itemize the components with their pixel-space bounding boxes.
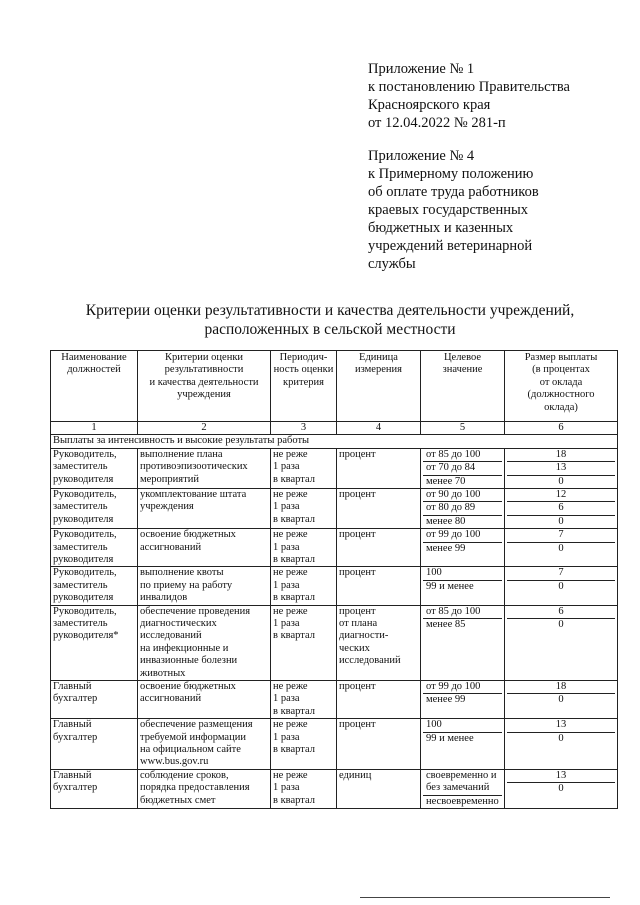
criterion-cell: [138, 681, 271, 719]
target-cell: [421, 605, 505, 680]
criterion-cell: [138, 488, 271, 528]
period-cell-line: в квартал: [273, 630, 315, 642]
appendix-1-header: [368, 60, 570, 132]
period-cell-line: 1 раза: [273, 618, 300, 629]
payment-cell-value: 13: [507, 462, 615, 475]
payment-cell-value: 0: [558, 694, 564, 706]
appendix-4-line: об оплате труда работников: [368, 184, 539, 200]
unit-cell: [337, 605, 421, 680]
appendix-1-line: к постановлению Правительства: [368, 79, 570, 95]
period-cell-line: в квартал: [273, 513, 315, 525]
criterion-cell-line: исследований: [140, 630, 202, 642]
payment-cell-value: 0: [558, 732, 564, 744]
header-line: критерия: [283, 376, 324, 388]
unit-cell: [337, 488, 421, 528]
document-title: [40, 301, 620, 339]
header-unit: [337, 351, 421, 422]
period-cell-line: 1 раза: [273, 731, 300, 743]
position-cell-line: руководителя: [53, 592, 114, 604]
position-cell-line: Руководитель,: [53, 488, 117, 500]
position-cell-line: бухгалтер: [53, 693, 98, 705]
unit-cell-line: ческих: [339, 642, 370, 654]
position-cell-line: Руководитель,: [53, 448, 117, 460]
unit-cell: [337, 567, 421, 605]
table-row: [51, 605, 618, 680]
section-title: Выплаты за интенсивность и высокие результаты работы: [51, 435, 618, 448]
period-cell: [271, 567, 337, 605]
appendix-4-line: службы: [368, 256, 416, 272]
payment-cell-value: 7: [507, 567, 615, 580]
position-cell: [51, 719, 138, 770]
target-cell-value: от 70 до 84: [423, 462, 502, 475]
table-row: [51, 681, 618, 719]
header-line: Размер выплаты: [524, 352, 598, 363]
header-line: и качества деятельности: [149, 376, 259, 388]
payment-cell-value: 6: [507, 606, 615, 619]
criterion-cell-line: по приему на работу: [140, 579, 233, 591]
appendix-4-header: [368, 147, 539, 273]
period-cell: [271, 488, 337, 528]
criterion-cell-line: диагностических: [140, 618, 217, 629]
appendix-4-line: Приложение № 4: [368, 148, 475, 164]
unit-cell-line: единиц: [339, 769, 372, 781]
criterion-cell-line: обеспечение проведения: [140, 605, 251, 617]
criterion-cell: [138, 719, 271, 770]
header-line: измерения: [355, 364, 402, 376]
payment-cell-value: 0: [558, 515, 564, 527]
header-criterion: [138, 351, 271, 422]
position-cell: [51, 529, 138, 567]
period-cell-line: не реже: [273, 567, 308, 579]
target-cell: [421, 719, 505, 770]
unit-cell-line: диагности-: [339, 630, 389, 642]
period-cell-line: в квартал: [273, 473, 315, 485]
criterion-cell-line: на официальном сайте: [140, 744, 241, 756]
unit-cell-line: процент: [339, 681, 376, 693]
header-line: Критерии оценки: [164, 352, 244, 363]
header-line: Целевое: [443, 352, 482, 363]
payment-cell-value: 13: [507, 719, 615, 732]
position-cell: [51, 448, 138, 488]
table-header-row: [51, 351, 618, 422]
header-line: (должностного: [527, 389, 595, 401]
criterion-cell-line: мероприятий: [140, 473, 199, 485]
period-cell-line: 1 раза: [273, 501, 300, 513]
payment-cell: [505, 769, 618, 808]
table-row: [51, 488, 618, 528]
unit-cell: [337, 448, 421, 488]
position-cell-line: Главный: [53, 719, 92, 731]
section-row: [51, 435, 618, 448]
appendix-1-line: Приложение № 1: [368, 61, 475, 77]
period-cell-line: 1 раза: [273, 579, 300, 591]
criterion-cell-line: www.bus.gov.ru: [140, 756, 209, 768]
criterion-cell-line: ассигнований: [140, 693, 202, 705]
header-period: [271, 351, 337, 422]
criterion-cell-line: учреждения: [140, 501, 194, 513]
period-cell: [271, 605, 337, 680]
period-cell-line: в квартал: [273, 705, 315, 717]
column-number: 6: [505, 422, 618, 435]
criterion-cell: [138, 605, 271, 680]
position-cell: [51, 681, 138, 719]
table-row: [51, 448, 618, 488]
target-cell: [421, 567, 505, 605]
target-cell-value: 100: [423, 567, 502, 580]
unit-cell: [337, 719, 421, 770]
target-cell: [421, 448, 505, 488]
payment-cell-value: 0: [558, 580, 564, 592]
position-cell-line: Руководитель,: [53, 567, 117, 579]
period-cell-line: не реже: [273, 605, 308, 617]
target-cell-value: от 90 до 100: [423, 489, 502, 502]
criterion-cell: [138, 529, 271, 567]
position-cell-line: заместитель: [53, 541, 108, 553]
unit-cell: [337, 681, 421, 719]
position-cell: [51, 769, 138, 808]
position-cell: [51, 488, 138, 528]
period-cell-line: в квартал: [273, 744, 315, 756]
payment-cell: [505, 488, 618, 528]
period-cell: [271, 719, 337, 770]
payment-cell-value: 6: [507, 502, 615, 515]
criterion-cell: [138, 567, 271, 605]
payment-cell-value: 18: [507, 449, 615, 462]
target-cell-value: менее 99: [426, 542, 466, 554]
table-row: [51, 719, 618, 770]
target-cell-value: менее 80: [426, 515, 466, 527]
header-position: [51, 351, 138, 422]
target-cell-value: 100: [423, 719, 502, 732]
target-cell-value: менее 70: [426, 475, 466, 487]
payment-cell: [505, 605, 618, 680]
criterion-cell-line: выполнение плана: [140, 448, 223, 460]
appendix-4-line: к Примерному положению: [368, 166, 534, 182]
column-number: 4: [337, 422, 421, 435]
period-cell-line: 1 раза: [273, 693, 300, 705]
position-cell-line: бухгалтер: [53, 731, 98, 743]
header-line: от оклада: [539, 376, 583, 388]
header-line: значение: [442, 364, 483, 376]
position-cell-line: руководителя: [53, 473, 114, 485]
target-cell: [421, 681, 505, 719]
period-cell-line: не реже: [273, 719, 308, 731]
payment-cell: [505, 529, 618, 567]
position-cell: [51, 567, 138, 605]
column-number: 5: [421, 422, 505, 435]
unit-cell-line: процент: [339, 719, 376, 731]
payment-cell: [505, 567, 618, 605]
target-cell-value: несвоевременно: [426, 795, 499, 807]
criterion-cell-line: на инфекционные и: [140, 642, 229, 654]
position-cell: [51, 605, 138, 680]
target-cell-value: от 99 до 100: [423, 681, 502, 694]
period-cell-line: не реже: [273, 769, 308, 781]
criterion-cell-line: противоэпизоотических: [140, 461, 248, 473]
period-cell-line: не реже: [273, 529, 308, 541]
header-line: должностей: [67, 364, 121, 376]
position-cell-line: руководителя: [53, 513, 114, 525]
header-line: Единица: [359, 352, 398, 363]
header-line: результативности: [164, 364, 244, 376]
target-cell: [421, 529, 505, 567]
title-line-2: расположенных в сельской местности: [204, 321, 456, 338]
criterion-cell-line: бюджетных смет: [140, 794, 216, 806]
period-cell-line: 1 раза: [273, 461, 300, 473]
column-number: 2: [138, 422, 271, 435]
target-cell-value: своевременно и без замечаний: [423, 770, 502, 796]
target-cell-value: от 85 до 100: [423, 606, 502, 619]
payment-cell-value: 13: [507, 770, 615, 783]
position-cell-line: Главный: [53, 769, 92, 781]
target-cell-value: 99 и менее: [426, 732, 474, 744]
target-cell-value: от 80 до 89: [423, 502, 502, 515]
period-cell-line: не реже: [273, 448, 308, 460]
footer-rule: [360, 897, 610, 898]
criterion-cell-line: ассигнований: [140, 541, 202, 553]
criterion-cell-line: требуемой информации: [140, 731, 246, 743]
payment-cell-value: 0: [558, 783, 564, 795]
criterion-cell-line: обеспечение размещения: [140, 719, 253, 731]
period-cell-line: в квартал: [273, 553, 315, 565]
unit-cell-line: процент: [339, 488, 376, 500]
criterion-cell-line: освоение бюджетных: [140, 529, 236, 541]
header-line: оклада): [544, 401, 578, 413]
unit-cell-line: исследований: [339, 655, 401, 667]
header-line: ность оценки: [273, 364, 334, 376]
column-number-row: [51, 422, 618, 435]
title-line-1: Критерии оценки результативности и качества деятельности учреждений,: [85, 302, 575, 319]
appendix-4-line: краевых государственных: [368, 202, 528, 218]
criterion-cell: [138, 769, 271, 808]
criterion-cell-line: выполнение квоты: [140, 567, 224, 579]
table-row: [51, 567, 618, 605]
payment-cell-value: 0: [558, 542, 564, 554]
column-number: 1: [51, 422, 138, 435]
criterion-cell-line: укомплектование штата: [140, 488, 247, 500]
position-cell-line: Руководитель,: [53, 605, 117, 617]
header-target: [421, 351, 505, 422]
period-cell-line: не реже: [273, 488, 308, 500]
target-cell-value: 99 и менее: [426, 580, 474, 592]
target-cell-value: от 99 до 100: [423, 529, 502, 542]
target-cell-value: менее 85: [426, 618, 466, 630]
appendix-4-line: учреждений ветеринарной: [368, 238, 533, 254]
criterion-cell-line: соблюдение сроков,: [140, 769, 229, 781]
position-cell-line: Руководитель,: [53, 529, 117, 541]
criterion-cell-line: порядка предоставления: [140, 782, 250, 794]
position-cell-line: заместитель: [53, 501, 108, 513]
position-cell-line: руководителя*: [53, 630, 119, 642]
period-cell: [271, 681, 337, 719]
column-number: 3: [271, 422, 337, 435]
appendix-1-line: Красноярского края: [368, 97, 491, 113]
position-cell-line: Главный: [53, 681, 92, 693]
payment-cell-value: 0: [558, 475, 564, 487]
unit-cell: [337, 769, 421, 808]
position-cell-line: заместитель: [53, 461, 108, 473]
payment-cell: [505, 719, 618, 770]
period-cell: [271, 529, 337, 567]
target-cell-value: менее 99: [426, 694, 466, 706]
header-line: (в процентах: [532, 364, 590, 376]
payment-cell-value: 18: [507, 681, 615, 694]
criterion-cell-line: животных: [140, 667, 186, 679]
period-cell-line: в квартал: [273, 592, 315, 604]
header-line: Периодич-: [279, 352, 328, 363]
criterion-cell-line: инвазионные болезни: [140, 655, 238, 667]
period-cell-line: 1 раза: [273, 541, 300, 553]
criterion-cell-line: инвалидов: [140, 592, 188, 604]
target-cell: [421, 488, 505, 528]
unit-cell-line: процент: [339, 567, 376, 579]
table-row: [51, 529, 618, 567]
position-cell-line: заместитель: [53, 579, 108, 591]
unit-cell-line: процент: [339, 448, 376, 460]
payment-cell: [505, 448, 618, 488]
unit-cell: [337, 529, 421, 567]
appendix-1-line: от 12.04.2022 № 281-п: [368, 115, 506, 131]
header-payment: [505, 351, 618, 422]
period-cell: [271, 769, 337, 808]
criteria-table: [50, 350, 618, 809]
table-row: [51, 769, 618, 808]
header-line: Наименование: [61, 352, 127, 363]
period-cell-line: 1 раза: [273, 782, 300, 794]
period-cell-line: в квартал: [273, 794, 315, 806]
criterion-cell: [138, 448, 271, 488]
period-cell: [271, 448, 337, 488]
position-cell-line: руководителя: [53, 553, 114, 565]
payment-cell-value: 7: [507, 529, 615, 542]
criterion-cell-line: освоение бюджетных: [140, 681, 236, 693]
payment-cell-value: 0: [558, 618, 564, 630]
period-cell-line: не реже: [273, 681, 308, 693]
payment-cell-value: 12: [507, 489, 615, 502]
target-cell-value: от 85 до 100: [423, 449, 502, 462]
header-line: учреждения: [177, 389, 231, 401]
unit-cell-line: процент: [339, 529, 376, 541]
payment-cell: [505, 681, 618, 719]
unit-cell-line: от плана: [339, 618, 378, 629]
position-cell-line: бухгалтер: [53, 782, 98, 794]
appendix-4-line: бюджетных и казенных: [368, 220, 514, 236]
target-cell: [421, 769, 505, 808]
position-cell-line: заместитель: [53, 618, 108, 629]
unit-cell-line: процент: [339, 605, 376, 617]
